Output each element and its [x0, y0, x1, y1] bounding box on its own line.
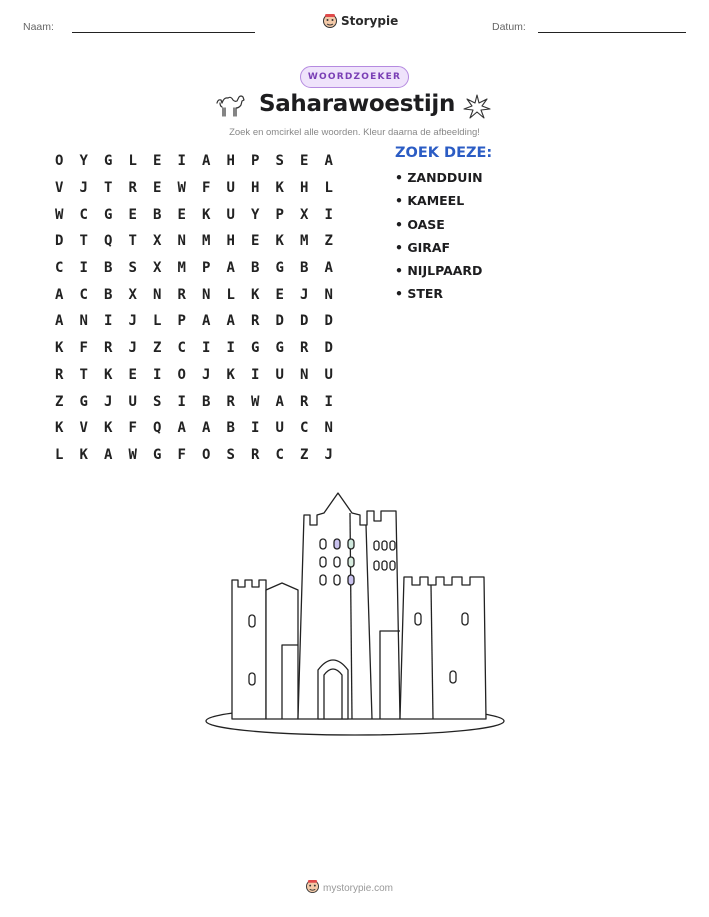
grid-letter[interactable]: M — [202, 233, 211, 250]
grid-letter[interactable]: F — [128, 420, 137, 437]
grid-letter[interactable]: A — [226, 260, 235, 277]
grid-letter[interactable]: N — [324, 286, 333, 303]
grid-letter[interactable]: G — [275, 340, 284, 357]
grid-letter[interactable]: R — [300, 393, 309, 410]
storypie-logo-icon — [306, 879, 319, 898]
grid-letter[interactable]: L — [128, 153, 137, 170]
grid-letter[interactable]: K — [275, 180, 284, 197]
brand-name: Storypie — [341, 14, 399, 28]
grid-letter[interactable]: R — [128, 180, 137, 197]
grid-letter[interactable]: A — [324, 153, 333, 170]
grid-letter[interactable]: F — [79, 340, 88, 357]
grid-letter[interactable]: E — [251, 233, 260, 250]
grid-letter[interactable]: A — [275, 393, 284, 410]
grid-letter[interactable]: U — [275, 366, 284, 383]
grid-letter[interactable]: K — [275, 233, 284, 250]
grid-letter[interactable]: Z — [55, 393, 64, 410]
grid-letter[interactable]: K — [202, 206, 211, 223]
grid-letter[interactable]: A — [226, 313, 235, 330]
grid-row — [47, 201, 341, 228]
date-field-line[interactable] — [538, 32, 686, 33]
grid-letter[interactable]: U — [128, 393, 137, 410]
camel-icon — [214, 92, 248, 122]
grid-letter[interactable]: G — [104, 153, 113, 170]
grid-letter[interactable]: A — [104, 446, 113, 463]
grid-letter[interactable]: W — [177, 180, 186, 197]
grid-letter[interactable]: E — [153, 180, 162, 197]
grid-letter[interactable]: Q — [104, 233, 113, 250]
page-title: Saharawoestijn — [258, 91, 456, 117]
grid-letter[interactable]: A — [202, 313, 211, 330]
grid-letter[interactable]: L — [226, 286, 235, 303]
grid-letter[interactable]: C — [55, 260, 64, 277]
grid-letter[interactable]: R — [226, 393, 235, 410]
grid-letter[interactable]: M — [177, 260, 186, 277]
grid-letter[interactable]: U — [324, 366, 333, 383]
grid-letter[interactable]: L — [153, 313, 162, 330]
grid-letter[interactable]: B — [300, 260, 309, 277]
word-list-item: • ZANDDUIN — [395, 170, 483, 185]
footer-url: mystorypie.com — [323, 883, 394, 894]
grid-letter[interactable]: N — [153, 286, 162, 303]
grid-letter[interactable]: A — [177, 420, 186, 437]
date-label: Datum: — [492, 21, 526, 33]
grid-letter[interactable]: T — [104, 180, 113, 197]
grid-letter[interactable]: E — [128, 206, 137, 223]
grid-letter[interactable]: C — [275, 446, 284, 463]
grid-letter[interactable]: R — [300, 340, 309, 357]
grid-row — [47, 175, 341, 202]
grid-letter[interactable]: A — [324, 260, 333, 277]
grid-letter[interactable]: B — [202, 393, 211, 410]
grid-letter[interactable]: N — [300, 366, 309, 383]
grid-letter[interactable]: L — [324, 180, 333, 197]
grid-letter[interactable]: G — [79, 393, 88, 410]
word-list — [395, 145, 492, 310]
grid-letter[interactable]: I — [177, 153, 186, 170]
grid-letter[interactable]: P — [177, 313, 186, 330]
word-list-item: • KAMEEL — [395, 193, 465, 209]
storypie-logo-icon — [323, 13, 337, 29]
grid-letter[interactable]: C — [79, 286, 88, 303]
grid-letter[interactable]: D — [300, 313, 309, 330]
grid-letter[interactable]: H — [300, 180, 309, 197]
grid-letter[interactable]: U — [226, 206, 235, 223]
grid-letter[interactable]: K — [104, 366, 113, 383]
grid-letter[interactable]: X — [128, 286, 137, 303]
grid-letter[interactable]: Q — [153, 420, 162, 437]
name-field-line[interactable] — [72, 32, 255, 33]
grid-row — [47, 255, 341, 282]
grid-letter[interactable]: J — [300, 286, 309, 303]
grid-row — [47, 362, 341, 389]
grid-letter[interactable]: B — [226, 420, 235, 437]
grid-letter[interactable]: I — [202, 340, 211, 357]
grid-letter[interactable]: D — [55, 233, 64, 250]
grid-letter[interactable]: L — [55, 446, 64, 463]
grid-letter[interactable]: S — [275, 153, 284, 170]
grid-letter[interactable]: F — [202, 180, 211, 197]
grid-letter[interactable]: C — [177, 340, 186, 357]
grid-letter[interactable]: Z — [324, 233, 333, 250]
grid-row — [47, 281, 341, 308]
grid-letter[interactable]: E — [153, 153, 162, 170]
grid-letter[interactable]: V — [55, 180, 64, 197]
grid-letter[interactable]: U — [275, 420, 284, 437]
grid-letter[interactable]: G — [104, 206, 113, 223]
grid-letter[interactable]: P — [202, 260, 211, 277]
grid-letter[interactable]: H — [251, 180, 260, 197]
grid-letter[interactable]: Y — [79, 153, 88, 170]
word-list-title: ZOEK DEZE: — [395, 145, 493, 161]
grid-letter[interactable]: W — [55, 206, 64, 223]
instructions: Zoek en omcirkel alle woorden. Kleur daarna de afbeelding! — [229, 127, 480, 138]
grid-letter[interactable]: I — [79, 260, 88, 277]
grid-letter[interactable]: E — [275, 286, 284, 303]
grid-letter[interactable]: E — [128, 366, 137, 383]
grid-letter[interactable]: S — [226, 446, 235, 463]
grid-letter[interactable]: B — [251, 260, 260, 277]
worksheet-type-badge: WOORDZOEKER — [300, 66, 409, 88]
grid-letter[interactable]: W — [251, 393, 260, 410]
grid-letter[interactable]: K — [104, 420, 113, 437]
grid-row — [47, 388, 341, 415]
grid-letter[interactable]: M — [300, 233, 309, 250]
grid-letter[interactable]: T — [79, 233, 88, 250]
grid-letter[interactable]: E — [177, 206, 186, 223]
grid-row — [47, 442, 341, 469]
grid-letter[interactable]: O — [177, 366, 186, 383]
grid-letter[interactable]: P — [251, 153, 260, 170]
grid-letter[interactable]: D — [275, 313, 284, 330]
grid-letter[interactable]: Y — [251, 206, 260, 223]
grid-letter[interactable]: I — [251, 366, 260, 383]
grid-letter[interactable]: I — [324, 206, 333, 223]
grid-letter[interactable]: Z — [300, 446, 309, 463]
grid-letter[interactable]: E — [300, 153, 309, 170]
grid-row — [47, 228, 341, 255]
grid-letter[interactable]: K — [251, 286, 260, 303]
grid-letter[interactable]: N — [177, 233, 186, 250]
grid-letter[interactable]: N — [202, 286, 211, 303]
grid-letter[interactable]: A — [202, 153, 211, 170]
grid-letter[interactable]: F — [177, 446, 186, 463]
grid-letter[interactable]: O — [202, 446, 211, 463]
grid-letter[interactable]: I — [104, 313, 113, 330]
grid-letter[interactable]: W — [128, 446, 137, 463]
word-list-item: • NIJLPAARD — [395, 263, 483, 279]
grid-letter[interactable]: I — [251, 420, 260, 437]
grid-letter[interactable]: D — [324, 340, 333, 357]
grid-letter[interactable]: J — [128, 313, 137, 330]
grid-letter[interactable]: I — [226, 340, 235, 357]
word-list-item: • GIRAF — [395, 239, 451, 255]
footer — [306, 879, 393, 898]
grid-letter[interactable]: A — [55, 286, 64, 303]
grid-letter[interactable]: K — [55, 340, 64, 357]
grid-letter[interactable]: B — [104, 286, 113, 303]
grid-letter[interactable]: G — [251, 340, 260, 357]
grid-letter[interactable]: K — [79, 446, 88, 463]
grid-letter[interactable]: A — [55, 313, 64, 330]
grid-letter[interactable]: D — [324, 313, 333, 330]
grid-letter[interactable]: C — [79, 206, 88, 223]
grid-letter[interactable]: J — [324, 446, 333, 463]
grid-letter[interactable]: H — [226, 233, 235, 250]
grid-letter[interactable]: A — [202, 420, 211, 437]
grid-letter[interactable]: J — [202, 366, 211, 383]
grid-letter[interactable]: C — [300, 420, 309, 437]
grid-row — [47, 415, 341, 442]
grid-letter[interactable]: Z — [153, 340, 162, 357]
word-list-item: • OASE — [395, 216, 445, 232]
grid-row — [47, 335, 341, 362]
grid-letter[interactable]: X — [153, 233, 162, 250]
grid-row — [47, 308, 341, 335]
grid-letter[interactable]: X — [153, 260, 162, 277]
grid-letter[interactable]: H — [226, 153, 235, 170]
grid-letter[interactable]: I — [153, 366, 162, 383]
grid-letter[interactable]: S — [128, 260, 137, 277]
grid-letter[interactable]: G — [153, 446, 162, 463]
castle-coloring-picture — [200, 485, 510, 745]
grid-letter[interactable]: V — [79, 420, 88, 437]
grid-letter[interactable]: X — [300, 206, 309, 223]
grid-letter[interactable]: R — [177, 286, 186, 303]
grid-letter[interactable]: K — [226, 366, 235, 383]
grid-letter[interactable]: N — [79, 313, 88, 330]
grid-letter[interactable]: J — [79, 180, 88, 197]
grid-letter[interactable]: R — [104, 340, 113, 357]
grid-letter[interactable]: J — [128, 340, 137, 357]
name-label: Naam: — [23, 21, 54, 33]
word-search-grid — [47, 148, 341, 468]
grid-letter[interactable]: N — [324, 420, 333, 437]
grid-letter[interactable]: B — [153, 206, 162, 223]
grid-letter[interactable]: U — [226, 180, 235, 197]
grid-letter[interactable]: G — [275, 260, 284, 277]
grid-letter[interactable]: S — [153, 393, 162, 410]
brand — [323, 13, 398, 29]
word-list-item: • STER — [395, 286, 444, 302]
grid-letter[interactable]: T — [128, 233, 137, 250]
grid-letter[interactable]: I — [177, 393, 186, 410]
grid-letter[interactable]: R — [55, 366, 64, 383]
grid-letter[interactable]: O — [55, 153, 64, 170]
grid-letter[interactable]: R — [251, 446, 260, 463]
grid-letter[interactable]: T — [79, 366, 88, 383]
star-icon — [463, 93, 491, 125]
grid-letter[interactable]: P — [275, 206, 284, 223]
grid-letter[interactable]: K — [55, 420, 64, 437]
grid-letter[interactable]: I — [324, 393, 333, 410]
grid-row — [47, 148, 341, 175]
grid-letter[interactable]: R — [251, 313, 260, 330]
grid-letter[interactable]: B — [104, 260, 113, 277]
grid-letter[interactable]: J — [104, 393, 113, 410]
